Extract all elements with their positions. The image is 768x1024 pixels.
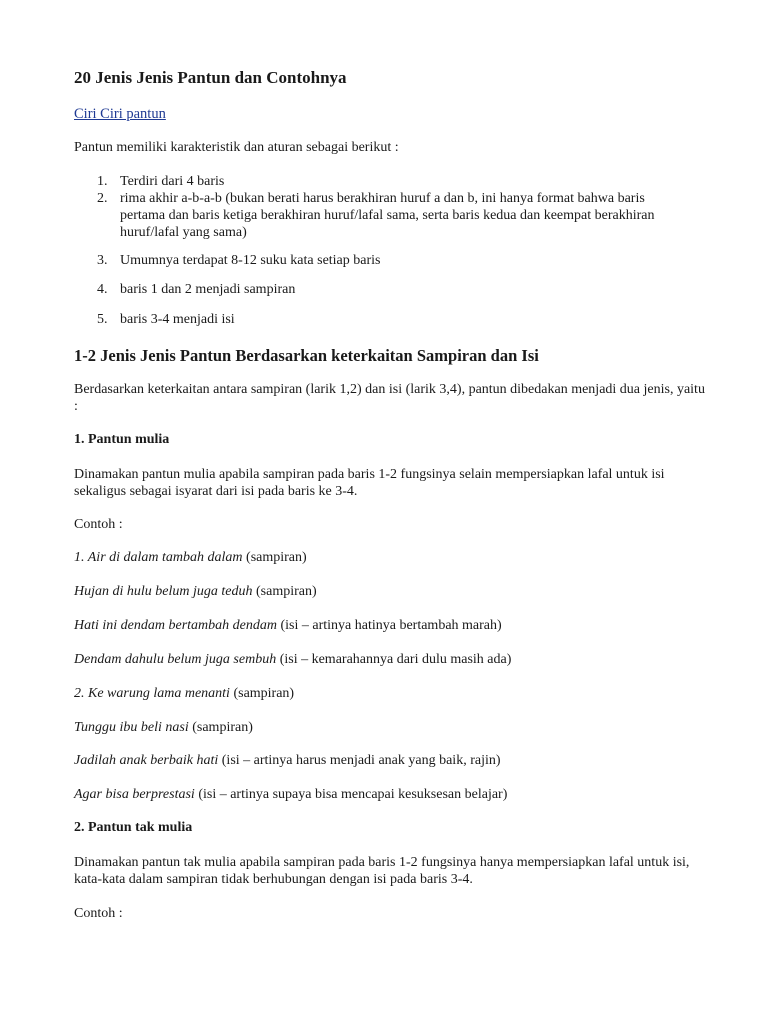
pantun-line-text: Jadilah anak berbaik hati (74, 753, 219, 768)
pantun-line-text: 2. Ke warung lama menanti (74, 686, 230, 701)
pantun-line-note: (isi – artinya hatinya bertambah marah) (276, 618, 502, 633)
section-heading: 1-2 Jenis Jenis Pantun Berdasarkan keterkaitan Sampiran dan Isi (74, 346, 539, 365)
pantun-line-text: Tunggu ibu beli nasi (74, 720, 189, 735)
list-item-text: baris 3-4 menjadi isi (120, 312, 235, 327)
list-item-number: 5. (97, 312, 108, 327)
intro-paragraph: Pantun memiliki karakteristik dan aturan sebagai berikut : (74, 140, 399, 155)
pantun-line (74, 549, 307, 566)
list-item-text: rima akhir a-b-a-b (bukan berati harus berakhiran huruf a dan b, ini hanya format bahwa baris pertama dan baris ketiga berakhiran huruf/lafal sama, serta baris kedua dan keempat berakhiran huruf/lafal yang sama) (120, 191, 655, 240)
pantun-line (74, 651, 511, 668)
pantun-line-text: Hujan di hulu belum juga teduh (74, 584, 253, 599)
pantun-tak-mulia-heading: 2. Pantun tak mulia (74, 820, 193, 835)
pantun-line (74, 583, 317, 600)
list-item-text: Terdiri dari 4 baris (120, 174, 225, 189)
list-item-number: 2. (97, 191, 108, 206)
pantun-line (74, 786, 507, 803)
pantun-mulia-heading: 1. Pantun mulia (74, 432, 170, 447)
pantun-line-text: Dendam dahulu belum juga sembuh (74, 652, 277, 667)
section-intro-paragraph: Berdasarkan keterkaitan antara sampiran (larik 1,2) dan isi (larik 3,4), pantun dibedakan menjadi dua jenis, yaitu : (74, 382, 705, 414)
list-item-text: baris 1 dan 2 menjadi sampiran (120, 282, 296, 297)
pantun-line (74, 617, 502, 634)
contoh-label: Contoh : (74, 517, 123, 532)
pantun-line (74, 752, 501, 769)
list-item-text: Umumnya terdapat 8-12 suku kata setiap baris (120, 253, 381, 268)
ciri-pantun-link[interactable]: Ciri Ciri pantun (74, 106, 166, 122)
pantun-line-text: Hati ini dendam bertambah dendam (74, 618, 277, 633)
contoh-label: Contoh : (74, 906, 123, 921)
pantun-line-note: (sampiran) (242, 550, 307, 565)
pantun-line-note: (isi – artinya supaya bisa mencapai kesuksesan belajar) (194, 787, 508, 802)
list-item-number: 1. (97, 174, 108, 189)
pantun-line-note: (sampiran) (229, 686, 295, 701)
pantun-mulia-description: Dinamakan pantun mulia apabila sampiran pada baris 1-2 fungsinya selain mempersiapkan lafal untuk isi sekaligus sebagai isyarat dari isi pada baris ke 3-4. (74, 467, 665, 499)
pantun-line-text: 1. Air di dalam tambah dalam (74, 550, 243, 565)
pantun-line-note: (sampiran) (188, 720, 253, 735)
page-title: 20 Jenis Jenis Pantun dan Contohnya (74, 68, 347, 87)
pantun-line (74, 719, 253, 736)
list-item-number: 3. (97, 253, 108, 268)
pantun-tak-mulia-description: Dinamakan pantun tak mulia apabila sampiran pada baris 1-2 fungsinya hanya mempersiapkan lafal untuk isi, kata-kata dalam sampiran tidak berhubungan dengan isi pada baris 3-4. (74, 855, 690, 887)
pantun-line-note: (sampiran) (252, 584, 317, 599)
list-item-number: 4. (97, 282, 108, 297)
pantun-line (74, 685, 294, 702)
pantun-line-text: Agar bisa berprestasi (74, 787, 195, 802)
pantun-line-note: (isi – kemarahannya dari dulu masih ada) (276, 652, 512, 667)
pantun-line-note: (isi – artinya harus menjadi anak yang baik, rajin) (218, 753, 501, 768)
